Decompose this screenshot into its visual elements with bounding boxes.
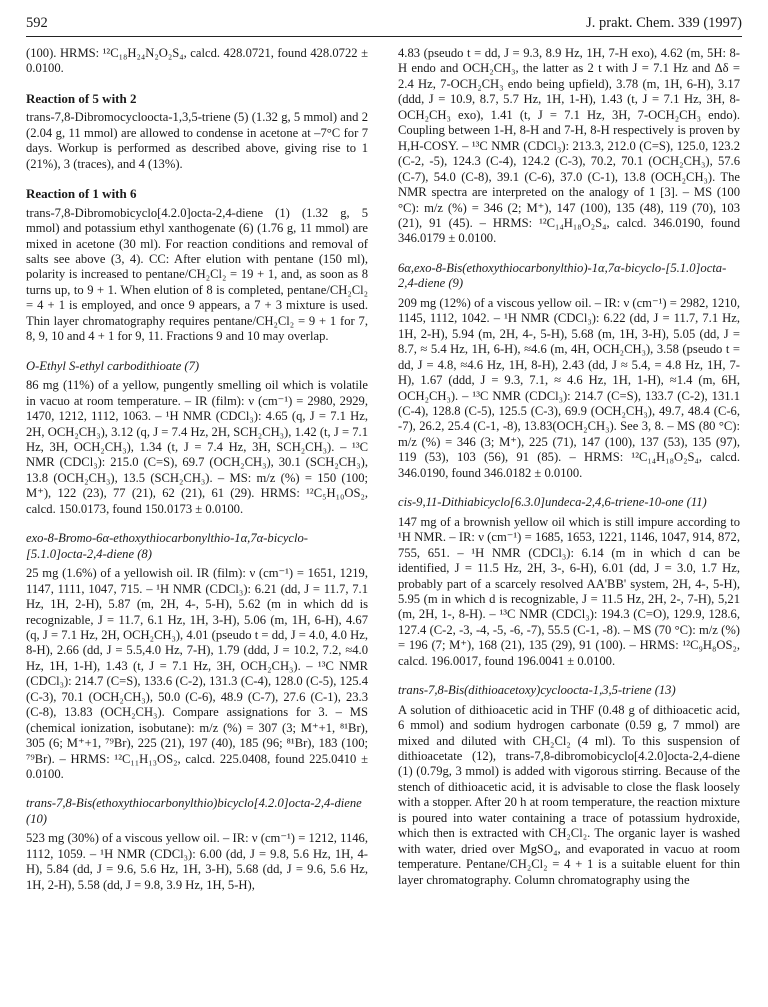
paragraph: A solution of dithioacetic acid in THF (0.48 g of dithioacetic acid, 6 mmol) and sodium hydrogen carbonate (0.59 g, 7 mmol) are mixed and diluted with CH₂Cl₂ (4 ml). To this suspension of dithioacetate (12), trans-7,8-dibromobicyclo[4.2.0]octa-2,4-diene (1) (0.79g, 3 mmol) is added with vigorous stirring. Because of the stench of dithioacetic acid, it is advisable to close the flask loosely with a stopper. After 20 h at room temperature, the reaction mixture is poured into water containing a trace of potassium hydroxide, which then is extracted with CH₂Cl₂. The organic layer is washed with water, dried over MgSO₄, and evaporated in vacuo at room temperature. Pentane/CH₂Cl₂ = 4 + 1 is a suitable eluent for thin layer chromatography. Column chromatography using the <box>398 702 740 887</box>
section-gap <box>398 481 740 495</box>
compound-heading: 6α,exo-8-Bis(ethoxythiocarbonylthio)-1α,7α-bicyclo-[5.1.0]octa-2,4-diene (9) <box>398 260 727 291</box>
paragraph: 147 mg of a brownish yellow oil which is still impure according to ¹H NMR. – IR: ν (cm⁻¹) = 1685, 1653, 1221, 1146, 1047, 914, 872, 755, 651. – ¹H NMR (CDCl₃): 6.14 (m in which d can be identified, J = 11.5 Hz, 2H, 3-, 6-H), 6.01 (dd, J = 3.0, 1.7 Hz, probably part of a scarcely resolved AA'BB' system, 2H, 4-, 5-H), 5.95 (m in which d is recognizable, J = 11.5 Hz, 2H, 2-, 7-H), 5,21 (m, 2H, 1-, 8-H). – ¹³C NMR (CDCl₃): 194.3 (C=O), 129.9, 128.6, 127.4 (C-2, -3, -4, -5, -6, -7), 55.5 (C-1, -8). – MS (70 °C): m/z (%) = 196 (7; M⁺), 168 (21), 135 (29), 91 (100). – HRMS: ¹²C₉H₈OS₂, calcd. 196.0017, found 196.0041 ± 0.0100. <box>398 514 740 668</box>
section-gap <box>26 345 368 359</box>
paragraph: 523 mg (30%) of a viscous yellow oil. – IR: ν (cm⁻¹) = 1212, 1146, 1112, 1059. – ¹H NMR (CDCl₃): 6.00 (dd, J = 9.8, 5.6 Hz, 1H, 4-H), 5.84 (dd, J = 9.6, 5.6 Hz, 1H, 3-H), 5.68 (dd, J = 9.6, 5.6 Hz, 1H, 2-H), 5.58 (dd, J = 9.8, 3.9 Hz, 1H, 5-H), <box>26 831 368 892</box>
section-gap <box>398 247 740 261</box>
paragraph: trans-7,8-Dibromocycloocta-1,3,5-triene (5) (1.32 g, 5 mmol) and 2 (2.04 g, 11 mmol) are allowed to condense in acetone at –7°C for 7 days. Workup is performed as described above, giving rise to 1 (21%), 3 (traces), and 4 (13%). <box>26 110 368 171</box>
section-heading: Reaction of 1 with 6 <box>26 186 137 202</box>
right-column <box>398 46 740 888</box>
left-column <box>26 46 368 893</box>
compound-heading: O-Ethyl S-ethyl carbodithioate (7) <box>26 358 200 373</box>
section-heading: Reaction of 5 with 2 <box>26 90 137 106</box>
section-gap <box>26 517 368 531</box>
section-gap <box>26 172 368 186</box>
compound-heading: trans-7,8-Bis(ethoxythiocarbonylthio)bicyclo[4.2.0]octa-2,4-diene (10) <box>26 796 362 826</box>
paragraph: (100). HRMS: ¹²C₁₈H₂₄N₂O₂S₄, calcd. 428.0721, found 428.0722 ± 0.0100. <box>26 46 368 76</box>
paragraph: 86 mg (11%) of a yellow, pungently smelling oil which is volatile in vacuo at room temperature. – IR (film): ν (cm⁻¹) = 2980, 2929, 1470, 1212, 1112, 1063. – ¹H NMR (CDCl₃): 4.65 (q, J = 7.1 Hz, 2H, OCH₂CH₃), 3.12 (q, J = 7.4 Hz, 2H, SCH₂CH₃), 1.42 (t, J = 7.1 Hz, 3H, OCH₂CH₃), 1.34 (t, J = 7.4 Hz, 3H, SCH₂CH₃). – ¹³C NMR (CDCl₃): 215.0 (C=S), 69.7 (OCH₂CH₃), 30.1 (SCH₂CH₃), 13.8 (OCH₂CH₃), 13.5 (SCH₂CH₃). – MS: m/z (%) = 150 (100; M⁺), 122 (23), 77 (21), 62 (21), 61 (29). HRMS: ¹²C₅H₁₀OS₂, calcd. 150.0173, found 150.0173 ± 0.0100. <box>26 378 368 516</box>
compound-heading: exo-8-Bromo-6α-ethoxythiocarbonylthio-1α,7α-bicyclo-[5.1.0]octa-2,4-diene (8) <box>26 531 308 561</box>
page-number: 592 <box>26 15 48 31</box>
journal-citation: J. prakt. Chem. 339 (1997) <box>586 15 742 31</box>
paragraph: 25 mg (1.6%) of a yellowish oil. IR (film): ν (cm⁻¹) = 1651, 1219, 1147, 1111, 1047, 715. – ¹H NMR (CDCl₃): 6.21 (dd, J = 11.7, 7.1 Hz, 1H, 2-H), 5.87 (m, 2H, 4-, 5-H), 5.62 (m in which dd is recognizable, J = 11.7, 6.1 Hz, 1H, 3-H), 5.06 (m, 1H, 6-H), 4.67 (q, J = 7.1 Hz, 2H, OCH₂CH₃), 4.01 (pseudo t = dd, J = 4.0, 4.0 Hz, 8-H), 2.66 (dd, J = 5.5,4.0 Hz, 7-H), 1.79 (ddd, J = 10.2, 7.2, ≈4.0 Hz, 1H, 1-H), 1.43 (t, J = 7.1 Hz, 3H, OCH₂CH₃). – ¹³C NMR (CDCl₃): 214.7 (C=S), 133.6 (C-2), 131.3 (C-4), 128.0 (C-5), 125.4 (C-3), 70.1 (OCH₂CH₃), 50.0 (C-6), 48.9 (C-7), 27.6 (C-1), 23.3 (C-8), 13.83 (OCH₂CH₃). Compare assignations for 3. – MS (chemical ionization, isobutane): m/z (%) = 307 (3; M⁺+1, ⁸¹Br), 305 (6; M⁺+1, ⁷⁹Br), 225 (21), 197 (40), 185 (96; ⁸¹Br), 183 (100; ⁷⁹Br). – HRMS: ¹²C₁₁H₁₃OS₂, calcd. 225.0408, found 225.0410 ± 0.0100. <box>26 566 368 782</box>
compound-heading: trans-7,8-Bis(dithioacetoxy)cycloocta-1,3,5-triene (13) <box>398 683 676 698</box>
section-gap <box>26 77 368 91</box>
paragraph: 4.83 (pseudo t = dd, J = 9.3, 8.9 Hz, 1H, 7-H exo), 4.62 (m, 5H: 8-H endo and OCH₂CH₃, the latter as 2 t with J = 7.1 Hz and Δδ = 2.4 Hz, 7-OCH₂CH₃ endo being upfield), 3.78 (m, 1H, 6-H), 3.17 (ddd, J = 10.9, 8.7, 5.7 Hz, 1H, 1-H), 1.43 (t, J = 7.1 Hz, 3H, 8-OCH₂CH₃ exo), 1.41 (t, J = 7.1 Hz, 3H, 7-OCH₂CH₃ endo). Coupling between 1-H, 8-H and 7-H, 8-H respectively is proven by H,H-COSY. – ¹³C NMR (CDCl₃): 213.3, 212.0 (C=S), 125.0, 123.2 (C-2, -5), 124.3 (C-4), 124.2 (C-3), 70.2, 70.1 (OCH₂CH₃), 57.6 (C-7), 54.0 (C-8), 39.1 (C-6), 37.0 (C-1), 13.8 (OCH₂CH₃). The NMR spectra are interpreted on the analogy of 1 [3]. – MS (100 °C): m/z (%) = 346 (2; M⁺), 147 (100), 135 (48), 119 (70), 103 (21), 91 (45). – HRMS: ¹²C₁₄H₁₈O₂S₄, calcd. 346.0190, found 346.0179 ± 0.0100. <box>398 46 740 246</box>
page-header <box>26 10 742 37</box>
paragraph: 209 mg (12%) of a viscous yellow oil. – IR: ν (cm⁻¹) = 2982, 1210, 1145, 1112, 1042. – ¹H NMR (CDCl₃): 6.22 (dd, J = 11.7, 7.1 Hz, 1H, 2-H), 5.94 (m, 2H, 4-, 5-H), 5.68 (m, 1H, 3-H), 5.05 (dd, J = 8.7, ≈ 5.4 Hz, 1H, 6-H), ≈4.6 (m, 4H, OCH₂CH₃), 3.58 (pseudo t = dd, J = 4.8, ≈4.6 Hz, 1H, 8-H), 2.43 (dd, J ≈ 5.4, = 4.8 Hz, 1H, 7-H), 1.67 (ddd, J = 9.3, 7.1, ≈ 4.6 Hz, 1H, 1-H), ≈1.4 (m, 6H, OCH₂CH₃). – ¹³C NMR (CDCl₃): 214.7 (C=S), 133.7 (C-2), 131.1 (C-4), 128.8 (C-5), 125.5 (C-3), 69.9 (OCH₂CH₃), 49.7, 48.4 (C-6, -7), 26.2, 25.4 (C-1, -8), 13.83(OCH₂CH₃). See 3, 8. – MS (80 °C): m/z (%) = 346 (3; M⁺), 225 (71), 147 (100), 137 (53), 135 (97), 119 (53), 103 (56), 91 (85). – HRMS: ¹²C₁₄H₁₈O₂S₄, calcd. 346.0190, found 346.0182 ± 0.0100. <box>398 295 740 480</box>
paragraph: trans-7,8-Dibromobicyclo[4.2.0]octa-2,4-diene (1) (1.32 g, 5 mmol) and potassium ethyl xanthogenate (6) (1.76 g, 11 mmol) are mixed in acetone (30 ml). For reaction conditions and removal of salts see above (3, 4). CC: After elution with pentane (150 ml), polarity is increased to pentane/CH₂Cl₂ = 19 + 1, and, as soon as 8 turns up, to 9 + 1. When elution of 8 is completed, pentane/CH₂Cl₂ = 4 + 1 is employed, and once 9 appears, a 7 + 3 mixture is used. Thin layer chromatography requires pentane/CH₂Cl₂ = 9 + 1 for 7, 8, 9, 10 and 4 + 1 for 9, 11. Fractions 9 and 10 may overlap. <box>26 205 368 344</box>
section-gap <box>26 782 368 796</box>
section-gap <box>398 669 740 683</box>
compound-heading: cis-9,11-Dithiabicyclo[6.3.0]undeca-2,4,6-triene-10-one (11) <box>398 495 707 510</box>
